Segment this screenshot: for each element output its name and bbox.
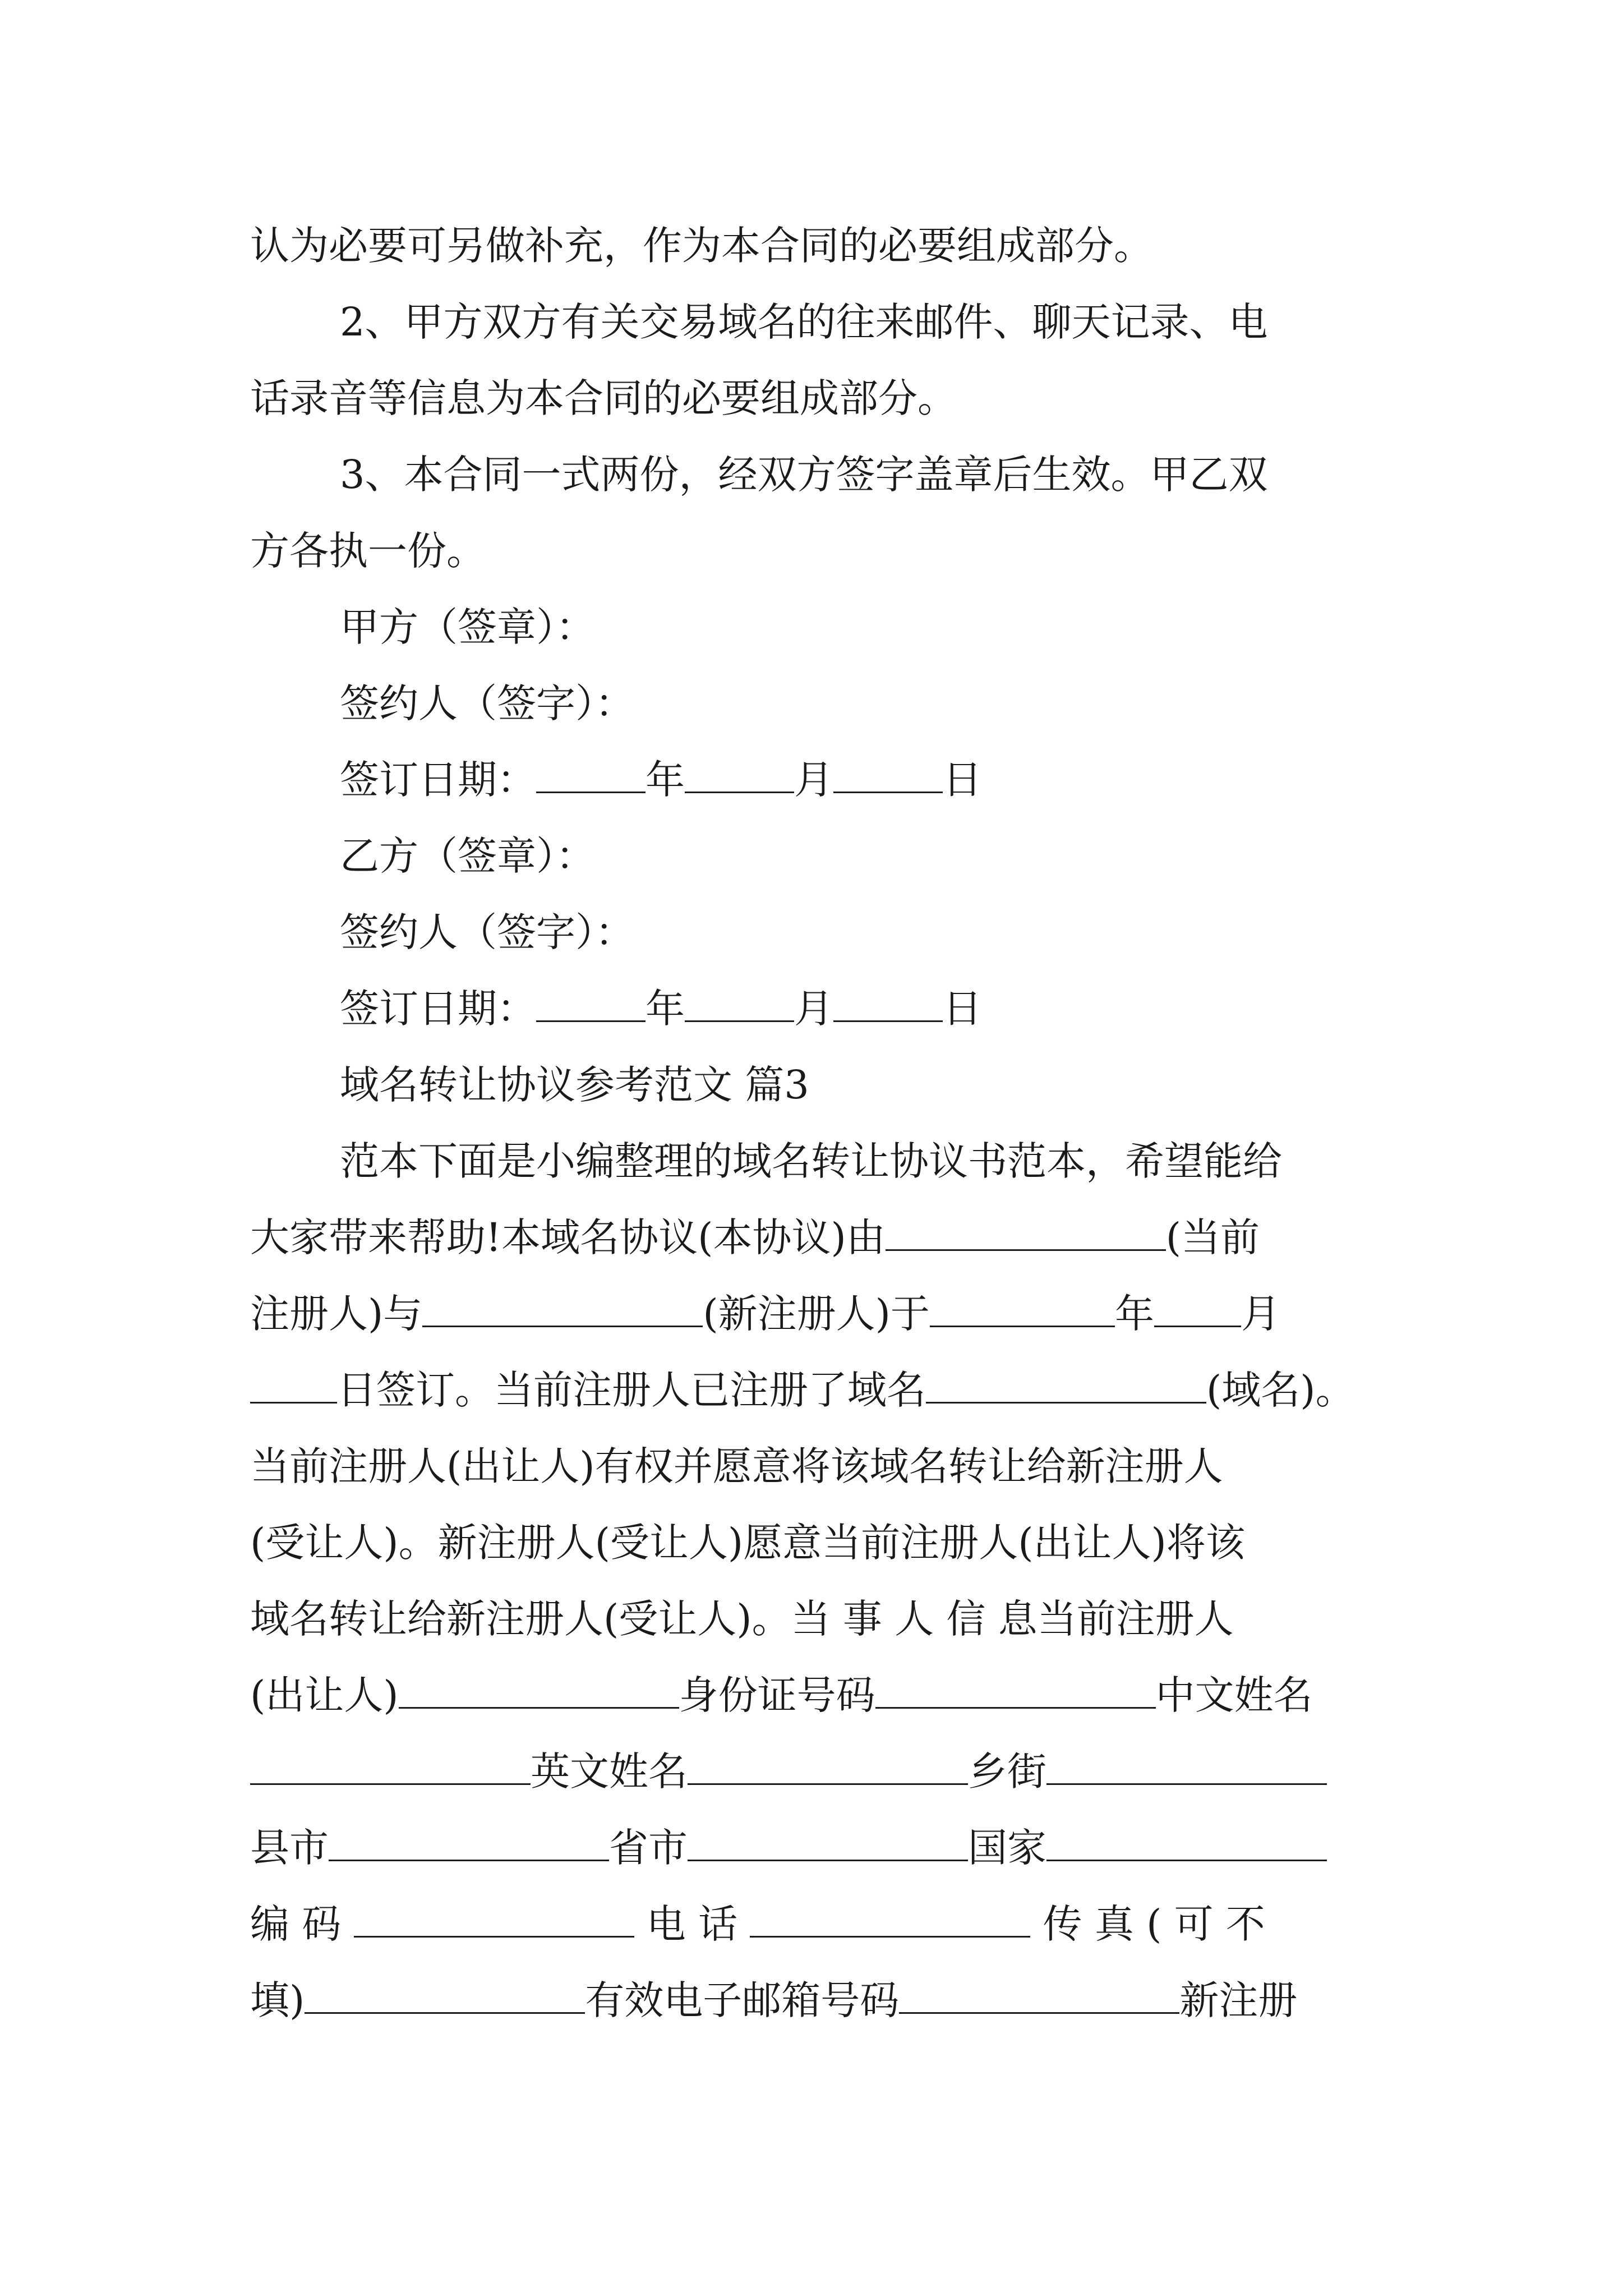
line-text: 认为必要可另做补充，作为本合同的必要组成部分。: [250, 223, 1153, 269]
field-label: 有效电子邮箱号码: [585, 1977, 900, 2023]
form-line: [250, 1733, 1380, 1810]
paragraph-line: [250, 208, 1380, 284]
line-text: (域名)。: [1206, 1367, 1355, 1413]
fill-blank: [1046, 1751, 1327, 1785]
paragraph-line: [250, 513, 1380, 589]
party-b-sign-date: [250, 970, 1380, 1047]
heading-text: 域名转让协议参考范文 篇3: [340, 1062, 809, 1108]
paragraph-line: [250, 1581, 1380, 1657]
party-a-seal: [250, 589, 1380, 665]
month-label: 月: [794, 986, 833, 1032]
year-label: 年: [645, 757, 685, 803]
fill-blank: [305, 1980, 585, 2014]
field-label: 乡街: [968, 1749, 1046, 1795]
fill-blank: [354, 1903, 634, 1938]
field-label: (出让人): [250, 1672, 399, 1718]
fill-blank: [399, 1674, 679, 1709]
fill-blank: [750, 1903, 1030, 1938]
form-line: [250, 1886, 1380, 1962]
field-label: 中文姓名: [1155, 1672, 1313, 1718]
paragraph-line: [250, 1123, 1380, 1199]
line-text: 话录音等信息为本合同的必要组成部分。: [250, 375, 957, 421]
field-label: 传 真 ( 可 不: [1043, 1901, 1265, 1947]
fill-blank: [536, 988, 645, 1022]
line-text: 方各执一份。: [250, 528, 486, 574]
field-label: 编 码: [250, 1901, 342, 1947]
date-label: 签订日期：: [340, 757, 536, 803]
fill-blank: [1046, 1827, 1327, 1861]
party-b-signer: [250, 894, 1380, 970]
day-label: 日: [943, 986, 982, 1032]
fill-blank: [688, 1751, 968, 1785]
paragraph-line: [250, 284, 1380, 360]
fill-blank: [688, 1827, 968, 1861]
field-label: 省市: [609, 1825, 688, 1871]
fill-blank: [1154, 1293, 1241, 1327]
fill-blank: [926, 1369, 1206, 1404]
date-label: 签订日期：: [340, 986, 536, 1032]
field-label: 国家: [968, 1825, 1046, 1871]
fill-blank: [899, 1980, 1179, 2014]
party-a-signer: [250, 665, 1380, 742]
line-text: 当前注册人(出让人)有权并愿意将该域名转让给新注册人: [250, 1443, 1223, 1489]
form-line: [250, 1657, 1380, 1733]
paragraph-line: [250, 1276, 1380, 1352]
form-line: [250, 1962, 1380, 2039]
paragraph-line: [250, 1428, 1380, 1504]
fill-blank: [685, 759, 794, 793]
line-text: (新注册人)于: [703, 1291, 930, 1337]
day-label: 日: [943, 757, 982, 803]
field-label: 英文姓名: [531, 1749, 688, 1795]
line-text: 域名转让给新注册人(受让人)。当 事 人 信 息当前注册人: [250, 1596, 1234, 1642]
paragraph-line: [250, 360, 1380, 436]
field-label: 县市: [250, 1825, 329, 1871]
paragraph-line: [250, 1199, 1380, 1276]
paragraph-line: [250, 1352, 1380, 1428]
line-text: 2、甲方双方有关交易域名的往来邮件、聊天记录、电: [340, 299, 1268, 345]
fill-blank: [833, 988, 943, 1022]
fill-blank: [329, 1827, 609, 1861]
section-heading: [250, 1047, 1380, 1123]
fill-blank: [886, 1217, 1166, 1251]
line-text: (当前: [1165, 1214, 1260, 1260]
fill-blank: [250, 1751, 531, 1785]
line-text: 注册人)与: [250, 1291, 423, 1337]
year-label: 年: [645, 986, 685, 1032]
field-label: 电 话: [646, 1901, 738, 1947]
field-label: 身份证号码: [679, 1672, 875, 1718]
line-text: 甲方（签章）：: [340, 604, 595, 650]
field-label: 新注册: [1179, 1977, 1298, 2023]
party-b-seal: [250, 818, 1380, 894]
line-text: 签约人（签字）：: [340, 909, 634, 955]
line-text: 签约人（签字）：: [340, 680, 634, 726]
line-text: 范本下面是小编整理的域名转让协议书范本，希望能给: [340, 1138, 1282, 1184]
fill-blank: [685, 988, 794, 1022]
paragraph-line: [250, 436, 1380, 513]
paragraph-line: [250, 1504, 1380, 1581]
line-text: 日签订。当前注册人已注册了域名: [337, 1367, 926, 1413]
field-label: 填): [250, 1977, 305, 2023]
fill-blank: [422, 1293, 703, 1327]
line-text: 3、本合同一式两份，经双方签字盖章后生效。甲乙双: [340, 452, 1268, 498]
fill-blank: [536, 759, 645, 793]
fill-blank: [250, 1369, 337, 1404]
month-label: 月: [1241, 1291, 1280, 1337]
fill-blank: [875, 1674, 1156, 1709]
month-label: 月: [794, 757, 833, 803]
line-text: 大家带来帮助!本域名协议(本协议)由: [250, 1214, 886, 1260]
fill-blank: [833, 759, 943, 793]
line-text: 乙方（签章）：: [340, 833, 595, 879]
year-label: 年: [1114, 1291, 1154, 1337]
document-page: [250, 208, 1380, 2039]
line-text: (受让人)。新注册人(受让人)愿意当前注册人(出让人)将该: [250, 1520, 1245, 1566]
form-line: [250, 1810, 1380, 1886]
party-a-sign-date: [250, 742, 1380, 818]
fill-blank: [930, 1293, 1115, 1327]
